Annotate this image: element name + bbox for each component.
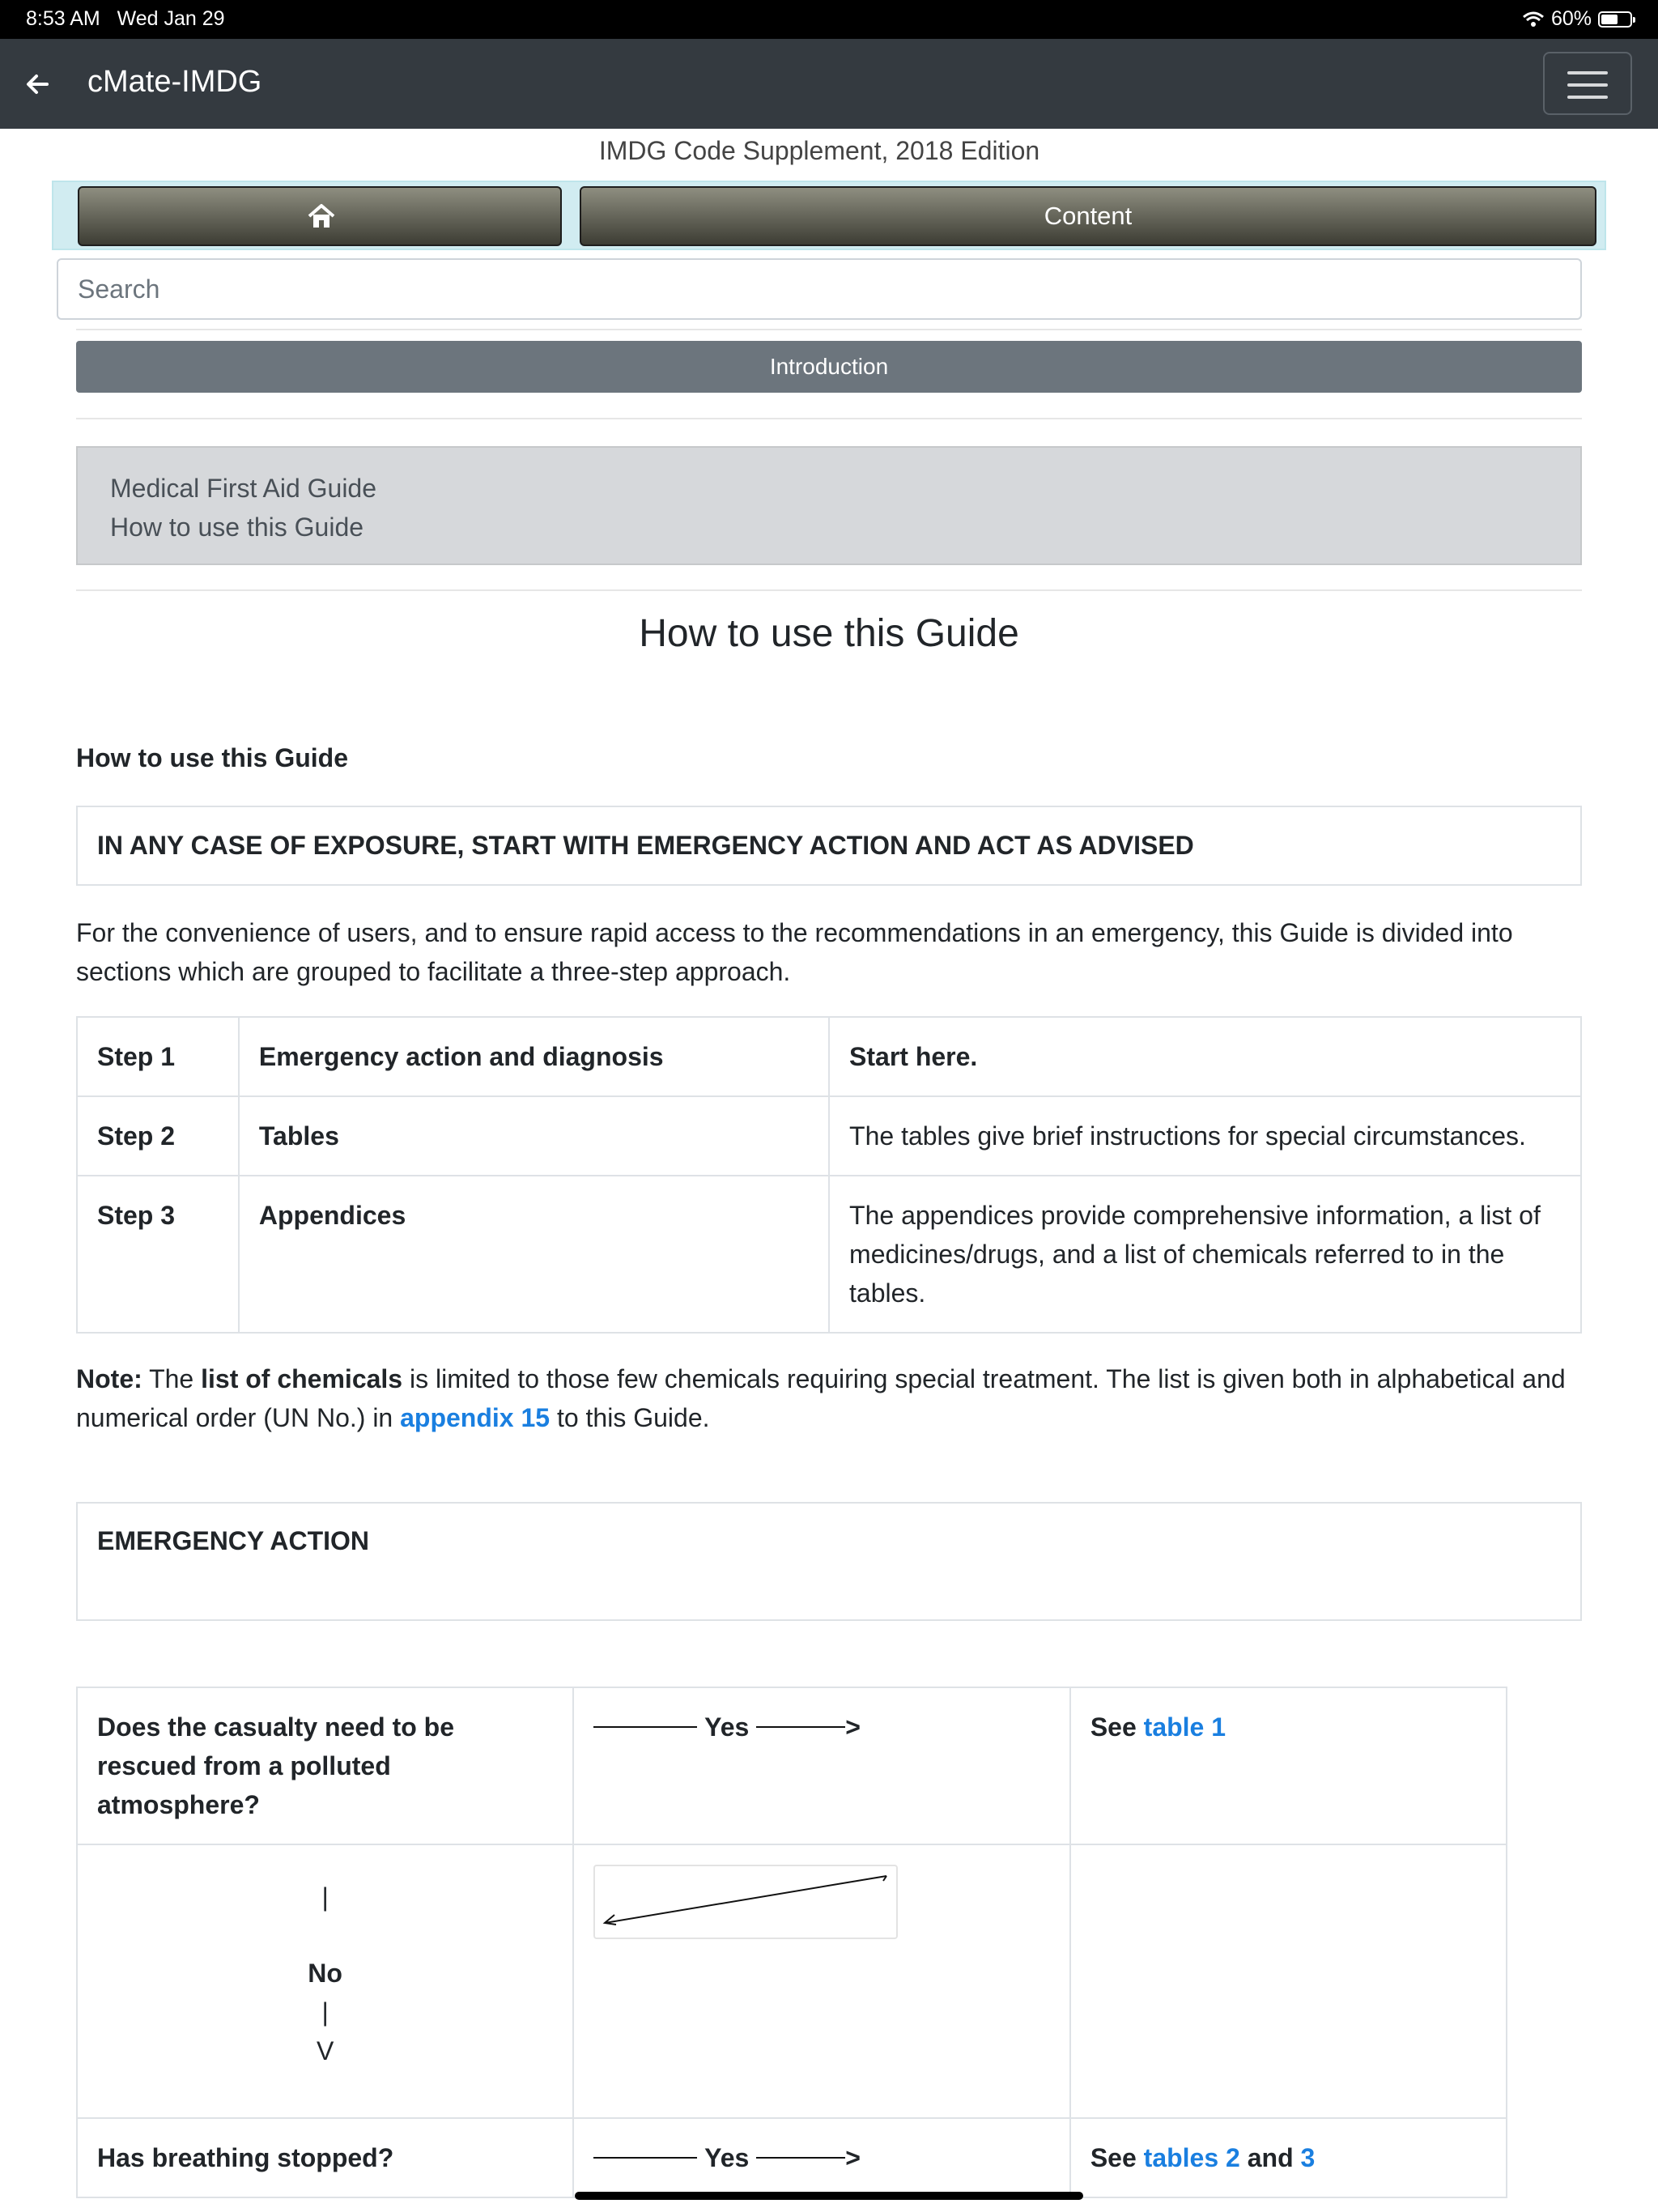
section-subheading: How to use this Guide <box>76 743 349 772</box>
flow-reference: See table 1 <box>1070 1687 1507 1844</box>
divider <box>76 418 1582 419</box>
home-button[interactable] <box>78 186 562 246</box>
flow-question: Has breathing stopped? <box>77 2118 573 2197</box>
breadcrumb <box>76 446 1582 565</box>
step-name: Emergency action and diagnosis <box>239 1017 829 1096</box>
appendix-15-link[interactable]: appendix 15 <box>400 1403 551 1432</box>
battery-percent: 60% <box>1550 7 1592 30</box>
steps-table <box>76 1016 1582 1334</box>
table-3-link[interactable]: 3 <box>1300 2143 1316 2172</box>
content-button[interactable]: Content <box>580 186 1596 246</box>
step-label: Step 1 <box>77 1017 239 1096</box>
emergency-flowchart <box>76 1687 1507 2198</box>
emergency-action-heading: EMERGENCY ACTION <box>76 1502 1582 1621</box>
nav-bar <box>52 181 1606 250</box>
step-label: Step 3 <box>77 1176 239 1333</box>
app-title: cMate-IMDG <box>87 65 262 99</box>
table-row <box>77 1687 1507 1844</box>
step-desc: The tables give brief instructions for special circumstances. <box>829 1096 1581 1176</box>
step-name: Tables <box>239 1096 829 1176</box>
table-row <box>77 1017 1581 1096</box>
table-row <box>77 1096 1581 1176</box>
tables-2-link[interactable]: tables 2 <box>1143 2143 1240 2172</box>
exposure-warning: IN ANY CASE OF EXPOSURE, START WITH EMERGENCY ACTION AND ACT AS ADVISED <box>76 806 1582 886</box>
flow-question: Does the casualty need to be rescued from a polluted atmosphere? <box>77 1687 573 1844</box>
battery-icon <box>1598 11 1632 28</box>
introduction-button[interactable]: Introduction <box>76 341 1582 393</box>
note-paragraph: Note: The list of chemicals is limited to those few chemicals requiring special treatment. The list is given both in alphabetical and numerical order (UN No.) in appendix 15 to this Guide. <box>76 1364 1566 1432</box>
divider <box>76 329 1582 330</box>
app-bar <box>0 39 1658 129</box>
step-label: Step 2 <box>77 1096 239 1176</box>
flow-reference: See tables 2 and 3 <box>1070 2118 1507 2197</box>
home-indicator <box>575 2192 1083 2200</box>
status-bar <box>0 0 1658 39</box>
table-row <box>77 1176 1581 1333</box>
status-time: 8:53 AM Wed Jan 29 <box>26 7 225 30</box>
step-name: Appendices <box>239 1176 829 1333</box>
step-desc: The appendices provide comprehensive information, a list of medicines/drugs, and a list of chemicals referred to in the tables. <box>829 1176 1581 1333</box>
divider <box>76 589 1582 591</box>
hamburger-menu-button[interactable] <box>1543 52 1632 115</box>
supplement-title: IMDG Code Supplement, 2018 Edition <box>598 136 1040 165</box>
table-row <box>77 2118 1507 2197</box>
diagonal-arrow-icon <box>593 1865 898 1939</box>
intro-paragraph: For the convenience of users, and to ensure rapid access to the recommendations in an emergency, this Guide is divided into sections which are grouped to facilitate a three-step approach. <box>76 918 1513 986</box>
search-input[interactable] <box>57 258 1582 320</box>
wifi-icon <box>1522 11 1545 28</box>
table-1-link[interactable]: table 1 <box>1143 1712 1226 1742</box>
no-down-arrow: | No | V <box>77 1844 573 2118</box>
yes-arrow: Yes > <box>593 1708 1050 1746</box>
breadcrumb-item[interactable]: How to use this Guide <box>110 513 364 542</box>
back-arrow-icon[interactable] <box>23 70 52 99</box>
breadcrumb-item[interactable]: Medical First Aid Guide <box>110 474 377 503</box>
home-icon <box>307 202 336 230</box>
table-row <box>77 1844 1507 2118</box>
step-desc: Start here. <box>829 1017 1581 1096</box>
page-title: How to use this Guide <box>639 612 1019 655</box>
yes-arrow: Yes > <box>593 2138 1050 2177</box>
